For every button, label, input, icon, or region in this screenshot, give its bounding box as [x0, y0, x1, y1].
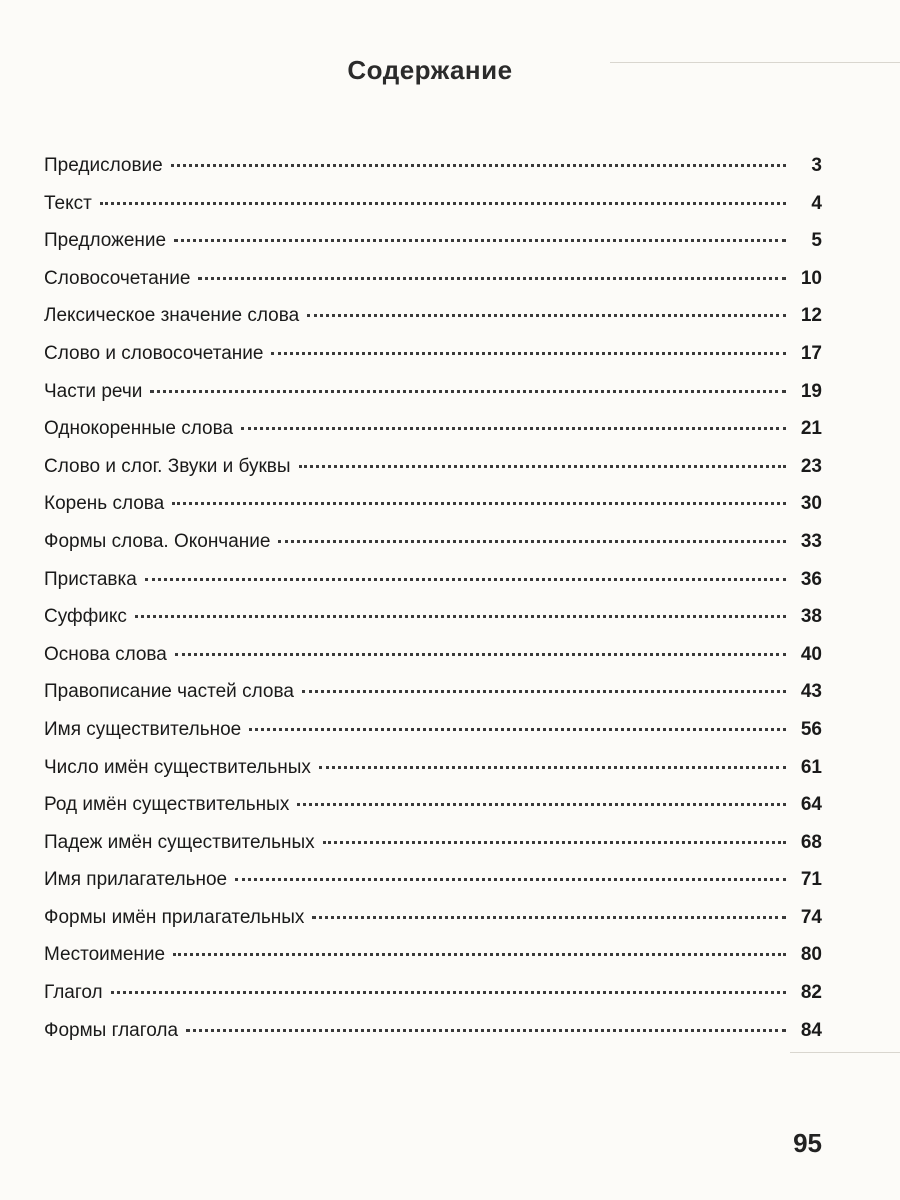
toc-entry-page: 43 [800, 681, 822, 703]
toc-entry [44, 185, 822, 223]
dot-leader [145, 578, 786, 581]
dot-leader [100, 202, 786, 205]
toc-entry-label: Корень слова [44, 493, 165, 515]
toc-entry [44, 260, 822, 298]
toc-entry-page: 56 [800, 718, 822, 740]
toc-entry [44, 749, 822, 787]
page-number: 95 [793, 1128, 822, 1158]
toc-entry-page: 40 [800, 643, 822, 665]
toc-entry [44, 711, 822, 749]
toc-entry-label: Однокоренные слова [44, 418, 234, 440]
dot-leader [319, 766, 786, 769]
dot-leader [174, 239, 786, 242]
toc-entry-label: Основа слова [44, 643, 167, 665]
dot-leader [135, 615, 786, 618]
toc-entry-label: Лексическое значение слова [44, 305, 300, 327]
toc-entry-label: Правописание частей слова [44, 681, 294, 703]
toc-entry-page: 4 [811, 192, 822, 214]
toc-entry [44, 598, 822, 636]
toc-entry-page: 30 [800, 493, 822, 515]
toc-entry-page: 19 [800, 380, 822, 402]
toc-entry-page: 64 [800, 794, 822, 816]
toc-entry-page: 74 [800, 906, 822, 928]
toc-entry-label: Глагол [44, 982, 103, 1004]
toc-entry-label: Предисловие [44, 155, 163, 176]
dot-leader [299, 465, 786, 468]
toc-entry [44, 561, 822, 599]
dot-leader [173, 953, 786, 956]
toc-entry-page: 84 [800, 1019, 822, 1041]
dot-leader [241, 427, 786, 430]
bottom-rule [790, 1052, 900, 1053]
toc-entry-page: 12 [800, 305, 822, 327]
toc-entry-page: 33 [800, 530, 822, 552]
toc-entry [44, 786, 822, 824]
dot-leader [186, 1029, 786, 1032]
toc-entry [44, 297, 822, 335]
dot-leader [198, 277, 786, 280]
toc-entry-page: 82 [800, 982, 822, 1004]
toc-entry [44, 974, 822, 1012]
dot-leader [307, 314, 786, 317]
toc-entry [44, 485, 822, 523]
toc-entry-page: 21 [800, 418, 822, 440]
toc-entry [44, 673, 822, 711]
table-of-contents [44, 147, 822, 1049]
dot-leader [302, 690, 786, 693]
toc-entry [44, 448, 822, 486]
toc-entry-label: Формы имён прилагательных [44, 906, 305, 928]
toc-entry-label: Местоимение [44, 944, 166, 966]
dot-leader [312, 916, 786, 919]
toc-entry [44, 899, 822, 937]
dot-leader [175, 653, 786, 656]
toc-entry-label: Род имён существительных [44, 794, 290, 816]
toc-entry [44, 824, 822, 862]
toc-entry-page: 61 [800, 756, 822, 778]
dot-leader [111, 991, 786, 994]
dot-leader [249, 728, 786, 731]
dot-leader [323, 841, 786, 844]
page-title: Содержание [347, 55, 513, 86]
toc-entry-label: Имя прилагательное [44, 869, 228, 891]
dot-leader [235, 878, 786, 881]
toc-entry [44, 936, 822, 974]
toc-entry-label: Слово и словосочетание [44, 342, 264, 364]
toc-entry [44, 1012, 822, 1050]
toc-entry-page: 10 [800, 267, 822, 289]
toc-entry-page: 71 [800, 869, 822, 891]
toc-entry-page: 5 [811, 230, 822, 252]
toc-entry-page: 3 [811, 155, 822, 176]
toc-entry [44, 222, 822, 260]
toc-entry-page: 68 [800, 831, 822, 853]
dot-leader [271, 352, 786, 355]
toc-entry [44, 410, 822, 448]
toc-entry [44, 861, 822, 899]
toc-entry [44, 147, 822, 185]
toc-entry-page: 23 [800, 455, 822, 477]
toc-entry-label: Текст [44, 192, 92, 214]
toc-entry [44, 523, 822, 561]
dot-leader [172, 502, 786, 505]
toc-entry-page: 36 [800, 568, 822, 590]
dot-leader [171, 164, 786, 167]
dot-leader [297, 803, 786, 806]
toc-entry-page: 38 [800, 606, 822, 628]
toc-entry-label: Слово и слог. Звуки и буквы [44, 455, 291, 477]
toc-entry-label: Части речи [44, 380, 143, 402]
toc-entry-page: 80 [800, 944, 822, 966]
toc-entry [44, 373, 822, 411]
toc-entry-label: Суффикс [44, 606, 127, 628]
toc-entry-label: Имя существительное [44, 718, 242, 740]
toc-entry-label: Предложение [44, 230, 167, 252]
toc-entry-label: Словосочетание [44, 267, 191, 289]
toc-entry-label: Падеж имён существительных [44, 831, 315, 853]
dot-leader [278, 540, 786, 543]
toc-entry [44, 335, 822, 373]
toc-entry-label: Формы слова. Окончание [44, 530, 271, 552]
toc-entry-label: Приставка [44, 568, 137, 590]
toc-entry-page: 17 [800, 342, 822, 364]
dot-leader [150, 390, 786, 393]
toc-entry-label: Число имён существительных [44, 756, 311, 778]
toc-entry-label: Формы глагола [44, 1019, 179, 1041]
toc-entry [44, 636, 822, 674]
